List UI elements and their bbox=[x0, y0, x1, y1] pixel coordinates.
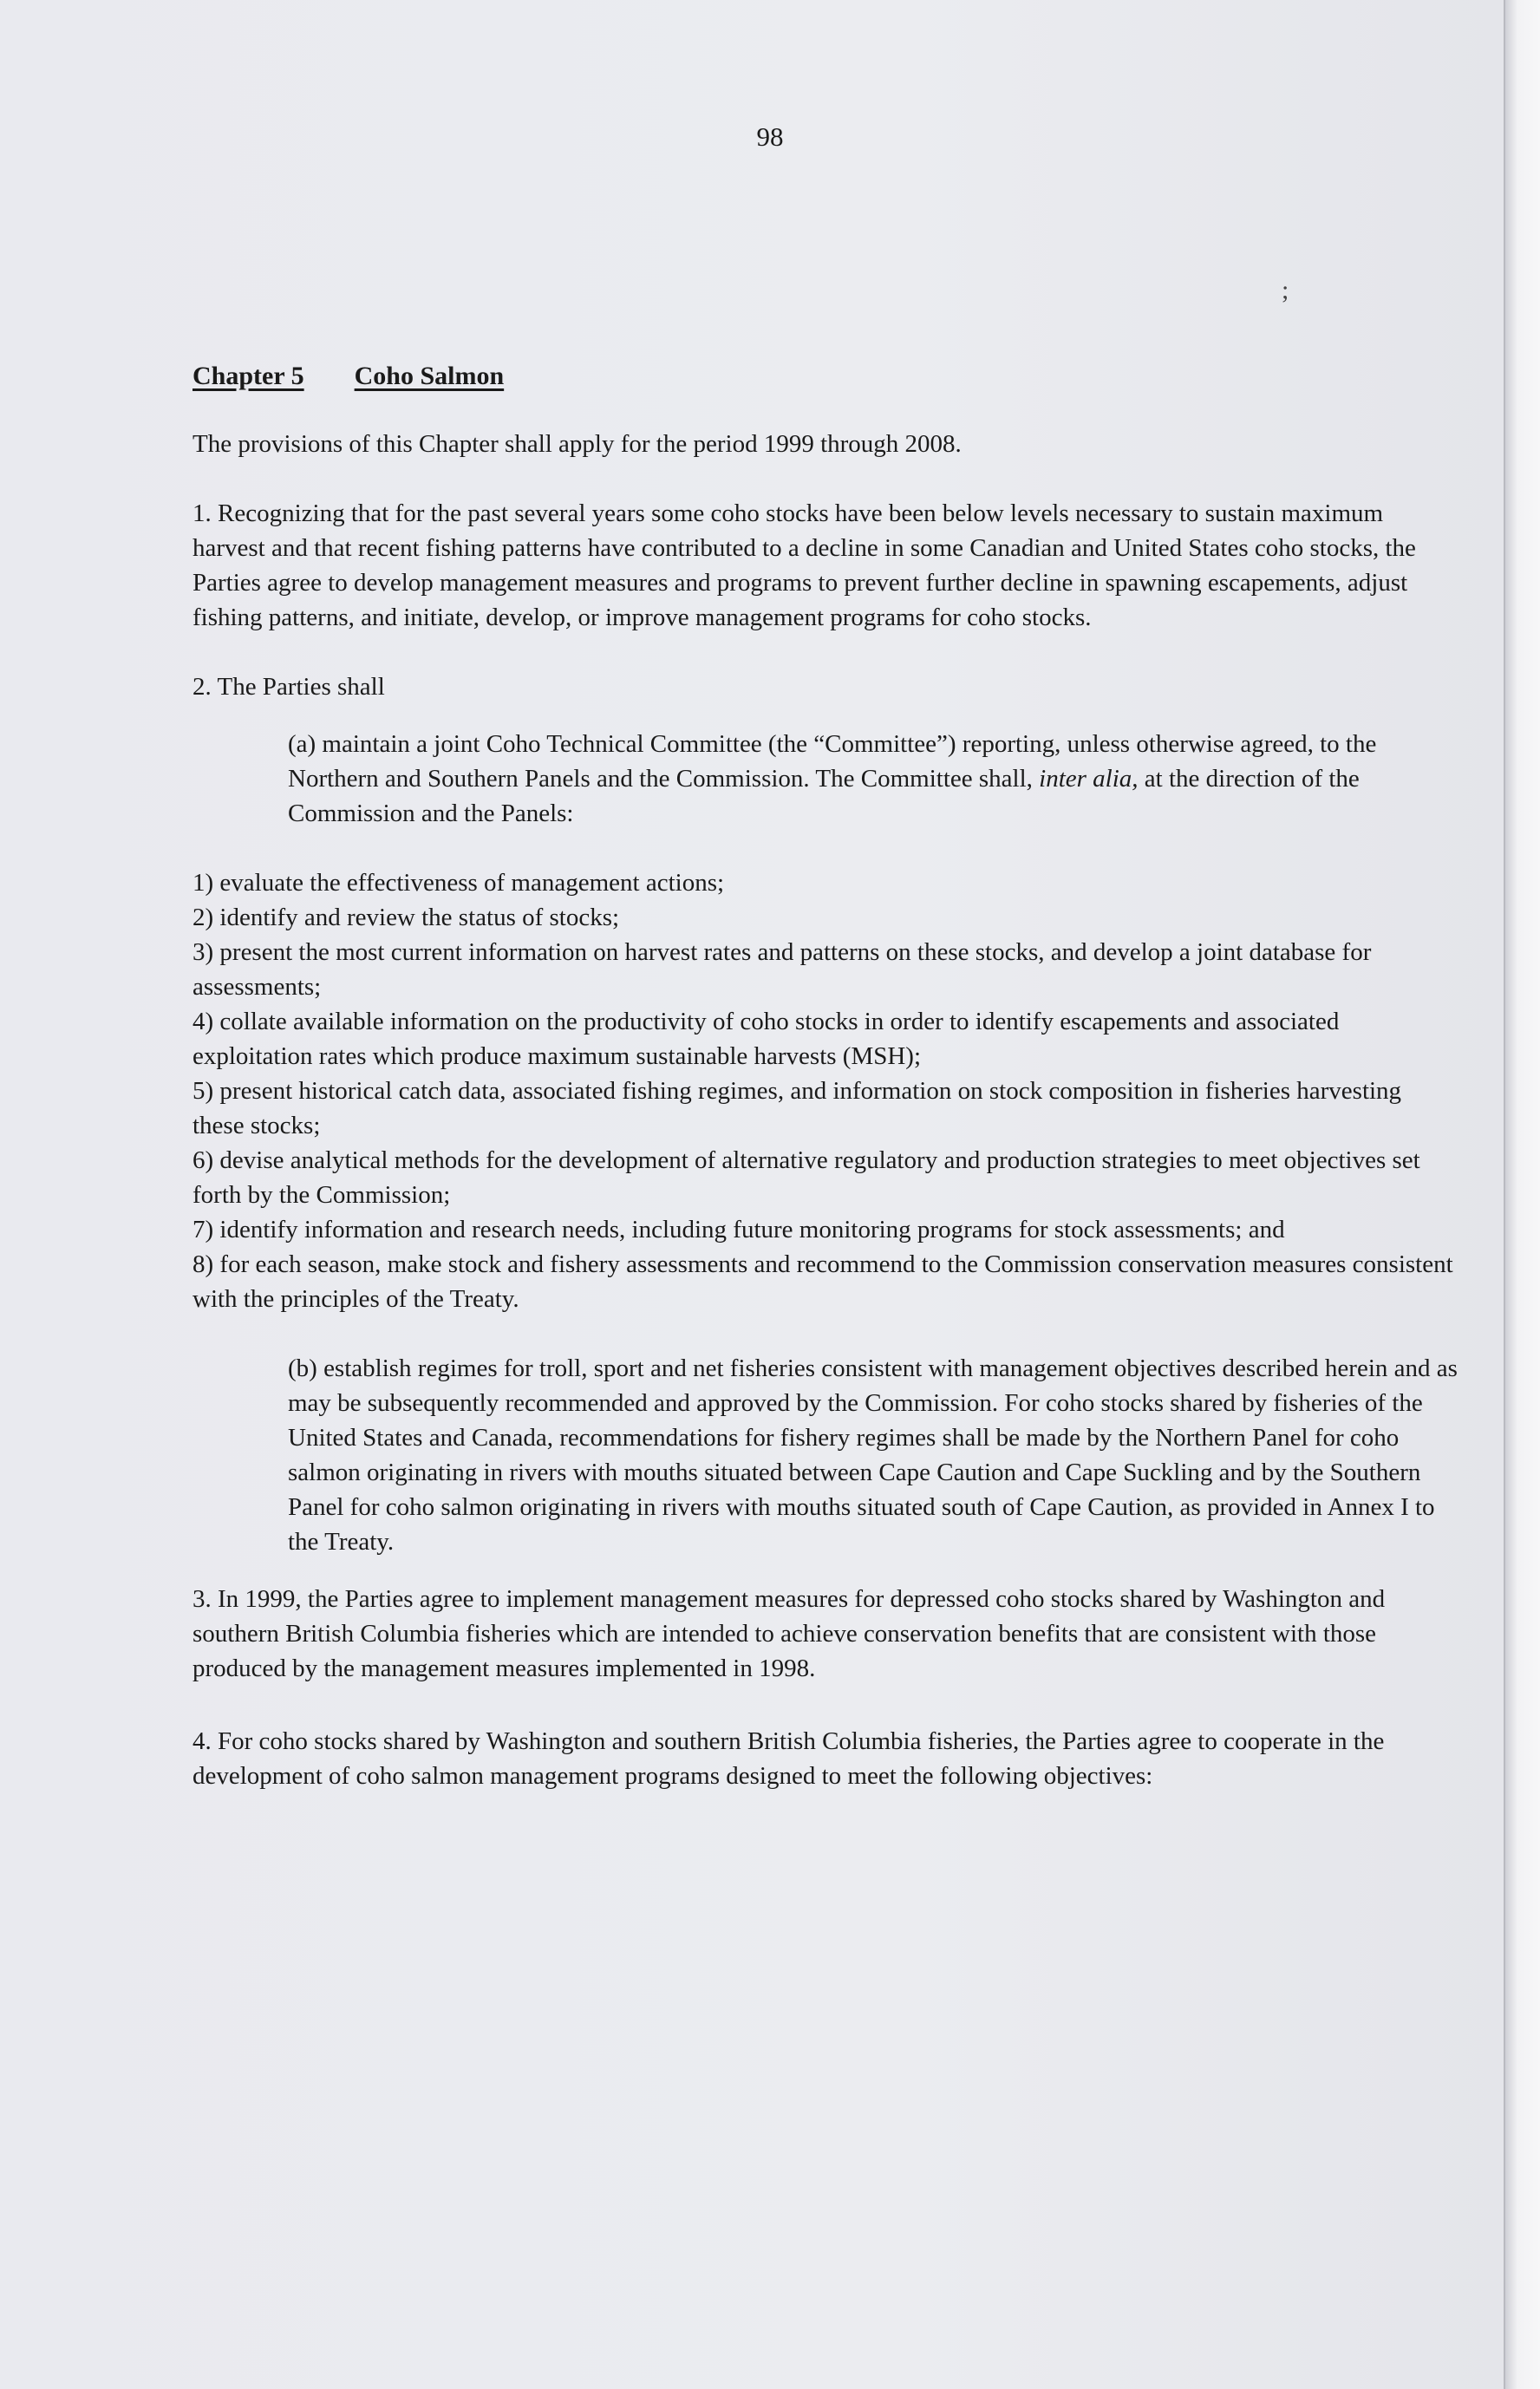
paragraph-2a-text-1: (a) maintain a joint Coho Technical Committee (the “Committee”) reporting, unless otherwise agreed, to the Northern and Southern Panels and the Commission. The Committee shall, bbox=[288, 730, 1377, 793]
list-item: 6) devise analytical methods for the development of alternative regulatory and production strategies to meet objectives set forth by the Commission; bbox=[192, 1146, 1420, 1209]
page-number: 98 bbox=[756, 121, 784, 152]
paragraph-2: 2. The Parties shall bbox=[192, 673, 385, 701]
paragraph-4: 4. For coho stocks shared by Washington and southern British Columbia fisheries, the Parties agree to cooperate in the development of coho salmon management programs designed to meet the following objectives: bbox=[192, 1727, 1385, 1790]
list-item: 3) present the most current information on harvest rates and patterns on these stocks, and develop a joint database for assessments; bbox=[192, 938, 1372, 1001]
list-item: 4) collate available information on the productivity of coho stocks in order to identify escapements and associated exploitation rates which produce maximum sustainable harvests (MSH); bbox=[192, 1008, 1340, 1070]
paragraph-2a-text-2: at the direction of the Commission and the Panels: bbox=[288, 765, 1360, 827]
document-body bbox=[192, 359, 1458, 1828]
chapter-heading bbox=[192, 359, 1458, 394]
list-item: 2) identify and review the status of stocks; bbox=[192, 904, 620, 931]
committee-duties-list bbox=[192, 865, 1458, 1316]
paragraph-3: 3. In 1999, the Parties agree to implement management measures for depressed coho stocks shared by Washington and southern British Columbia fisheries which are intended to achieve conservation benefits that are consistent with those produced by the management measures implemented in 1998. bbox=[192, 1585, 1386, 1682]
page-edge bbox=[1504, 0, 1540, 2389]
paragraph-1: 1. Recognizing that for the past several years some coho stocks have been below levels necessary to sustain maximum harvest and that recent fishing patterns have contributed to a decline in some Canadian and United States coho stocks, the Parties agree to develop management measures and programs to prevent further decline in spawning escapements, adjust fishing patterns, and initiate, develop, or improve management programs for coho stocks. bbox=[192, 499, 1416, 631]
list-item: 7) identify information and research needs, including future monitoring programs for stock assessments; and bbox=[192, 1216, 1285, 1243]
list-item: 8) for each season, make stock and fishery assessments and recommend to the Commission conservation measures consistent with the principles of the Treaty. bbox=[192, 1250, 1453, 1313]
paragraph-2a-italic: inter alia, bbox=[1039, 765, 1139, 793]
paragraph-2a bbox=[288, 727, 1458, 831]
chapter-label: Chapter 5 bbox=[192, 362, 304, 390]
intro-paragraph: The provisions of this Chapter shall apply for the period 1999 through 2008. bbox=[192, 430, 962, 458]
chapter-title: Coho Salmon bbox=[354, 362, 505, 390]
paragraph-2b: (b) establish regimes for troll, sport and net fisheries consistent with management objectives described herein and as may be subsequently recommended and approved by the Commission. For coho stocks shared by fisheries of the United States and Canada, recommendations for fishery regimes shall be made by the Northern Panel for coho salmon originating in rivers with mouths situated between Cape Caution and Cape Suckling and by the Southern Panel for coho salmon originating in rivers with mouths situated south of Cape Caution, as provided in Annex I to the Treaty. bbox=[288, 1354, 1458, 1556]
list-item: 1) evaluate the effectiveness of management actions; bbox=[192, 869, 725, 897]
list-item: 5) present historical catch data, associated fishing regimes, and information on stock composition in fisheries harvesting these stocks; bbox=[192, 1077, 1402, 1139]
stray-mark: ; bbox=[1282, 276, 1289, 304]
